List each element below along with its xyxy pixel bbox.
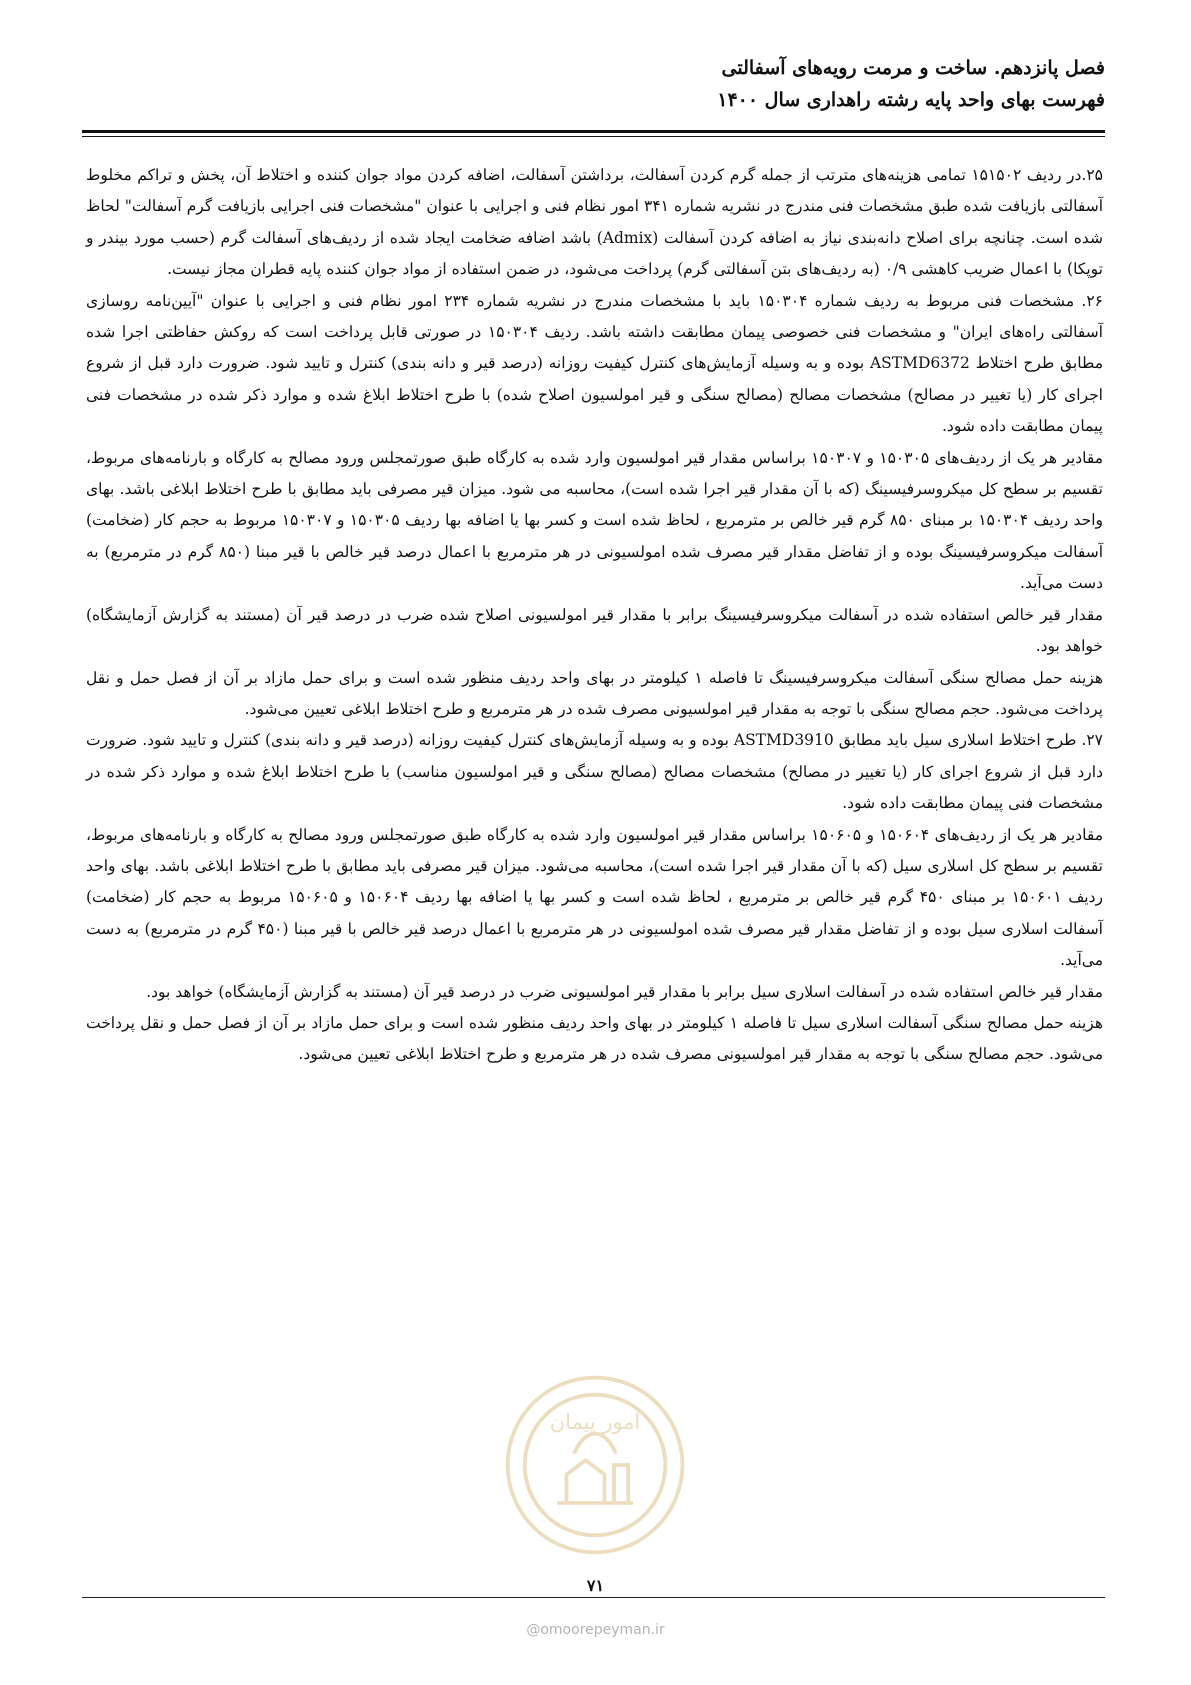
paragraph-item-25: ۲۵.در ردیف ۱۵۱۵۰۲ تمامی هزینه‌های مترتب از جمله گرم کردن آسفالت، برداشتن آسفالت، اضافه کردن مواد جوان کننده و اختلاط آن، پخش و تراکم مخلوط آسفالتی بازیافت شده طبق مشخصات فنی مندرج در نشریه شماره ۳۴۱ امور نظام فنی و اجرایی با عنوان "مشخصات فنی اجرایی بازیافت گرم آسفالت" لحاظ شده است. چنانچه برای اصلاح دانه‌بندی نیاز به اضافه کردن آسفالت (Admix) باشد اضافه ضخامت ایجاد شده از ردیف‌های آسفالت گرم (حسب مورد بیندر و توپکا) با اعمال ضریب کاهشی ۰/۹ (به ردیف‌های بتن آسفالتی گرم) پرداخت می‌شود، در ضمن استفاده از مواد جوان کننده پایه قطران مجاز نیست.	[86, 166, 1103, 279]
page-number: ۷۱	[586, 1576, 605, 1595]
paragraph-slurry-seal-pure-bitumen: مقدار قیر خالص استفاده شده در آسفالت اسلاری سیل برابر با مقدار قیر امولسیونی ضرب در درصد قیر آن (مستند به گزارش آزمایشگاه) خواهد بود.	[146, 982, 1103, 1001]
page-header	[82, 52, 1105, 116]
document-body	[86, 160, 1103, 1071]
header-rule-thin	[82, 136, 1105, 137]
chapter-title: فصل پانزدهم. ساخت و مرمت رویه‌های آسفالتی	[721, 57, 1105, 79]
price-list-title: فهرست بهای واحد پایه رشته راهداری سال ۱۴۰۰	[717, 89, 1105, 111]
paragraph-microsurfacing-hauling: هزینه حمل مصالح سنگی آسفالت میکروسرفیسینگ تا فاصله ۱ کیلومتر در بهای واحد ردیف منظور شده است و برای حمل مازاد بر آن از فصل حمل و نقل پرداخت می‌شود. حجم مصالح سنگی با توجه به مقدار قیر امولسیونی مصرف شده در هر مترمربع و طرح اختلاط ابلاغی تعیین می‌شود.	[86, 668, 1103, 718]
paragraph-item-26: ۲۶. مشخصات فنی مربوط به ردیف شماره ۱۵۰۳۰۴ باید با مشخصات مندرج در نشریه شماره ۲۳۴ امور نظام فنی و اجرایی با عنوان "آیین‌نامه روسازی آسفالتی راه‌های ایران" و مشخصات فنی خصوصی پیمان مطابقت داشته باشد. ردیف ۱۵۰۳۰۴ در صورتی قابل پرداخت است که روکش حفاظتی اجرا شده مطابق طرح اختلاط ASTMD6372 بوده و به وسیله آزمایش‌های کنترل کیفیت روزانه (درصد قیر و دانه بندی) کنترل و تایید شود. ضرورت دارد قبل از شروع اجرای کار (یا تغییر در مصالح) مشخصات مصالح (مصالح سنگی و قیر امولسیون اصلاح شده) با طرح اختلاط ابلاغ شده و موارد ذکر شده در مشخصات فنی پیمان مطابقت داده شود.	[86, 291, 1103, 436]
website-link[interactable]: @omoorepeyman.ir	[526, 1622, 665, 1638]
paragraph-item-27: ۲۷. طرح اختلاط اسلاری سیل باید مطابق ASTMD3910 بوده و به وسیله آزمایش‌های کنترل کیفیت روزانه (درصد قیر و دانه بندی) کنترل و تایید شود. ضرورت دارد قبل از شروع اجرای کار (یا تغییر در مصالح) مشخصات مصالح (مصالح سنگی و قیر امولسیون مناسب) با طرح اختلاط ابلاغ شده و موارد ذکر شده در مشخصات فنی پیمان مطابقت داده شود.	[86, 731, 1103, 813]
footer-rule	[82, 1597, 1105, 1598]
watermark-seal-text: امور پیمان	[549, 1409, 641, 1434]
watermark-seal-icon	[500, 1370, 690, 1560]
paragraph-slurry-seal-hauling: هزینه حمل مصالح سنگی آسفالت اسلاری سیل تا فاصله ۱ کیلومتر در بهای واحد ردیف منظور شده است و برای حمل مازاد بر آن از فصل حمل و نقل پرداخت می‌شود. حجم مصالح سنگی با توجه به مقدار قیر امولسیونی مصرف شده در هر مترمربع و طرح اختلاط ابلاغی تعیین می‌شود.	[86, 1013, 1103, 1064]
paragraph-slurry-seal-quantities: مقادیر هر یک از ردیف‌های ۱۵۰۶۰۴ و ۱۵۰۶۰۵ براساس مقدار قیر امولسیون وارد شده به کارگاه طبق صورتمجلس ورود مصالح به کارگاه و بارنامه‌های مربوط، تقسیم بر سطح کل اسلاری سیل (که با آن مقدار قیر اجرا شده است)، محاسبه می‌شود. میزان قیر مصرفی باید مطابق با طرح اختلاط ابلاغی باشد. بهای واحد ردیف ۱۵۰۶۰۱ بر مبنای ۴۵۰ گرم قیر خالص بر مترمربع ، لحاظ شده است و کسر بها یا اضافه بها ردیف ۱۵۰۶۰۴ و ۱۵۰۶۰۵ مربوط به حجم کار (ضخامت) آسفالت اسلاری سیل بوده و از تفاضل مقدار قیر مصرف شده امولسیونی در هر مترمربع با اعمال درصد قیر خالص با قیر مبنا (۴۵۰ گرم در مترمربع) به دست می‌آید.	[86, 825, 1103, 970]
paragraph-microsurfacing-quantities: مقادیر هر یک از ردیف‌های ۱۵۰۳۰۵ و ۱۵۰۳۰۷ براساس مقدار قیر امولسیون وارد شده به کارگاه طبق صورتمجلس ورود مصالح به کارگاه و بارنامه‌های مربوط، تقسیم بر سطح کل میکروسرفیسینگ (که با آن مقدار قیر اجرا شده است)، محاسبه می شود. میزان قیر مصرفی باید مطابق با طرح اختلاط ابلاغی باشد. بهای واحد ردیف ۱۵۰۳۰۴ بر مبنای ۸۵۰ گرم قیر خالص بر مترمربع ، لحاظ شده است و کسر بها یا اضافه بها ردیف ۱۵۰۳۰۵ و ۱۵۰۳۰۷ مربوط به حجم کار (ضخامت) آسفالت میکروسرفیسینگ بوده و از تفاضل مقدار قیر مصرف شده امولسیونی در هر مترمربع با اعمال درصد قیر خالص با قیر مبنا (۸۵۰ گرم در مترمربع) به دست می‌آید.	[86, 448, 1104, 593]
paragraph-microsurfacing-pure-bitumen: مقدار قیر خالص استفاده شده در آسفالت میکروسرفیسینگ برابر با مقدار قیر امولسیونی اصلاح شده ضرب در درصد قیر آن (مستند به گزارش آزمایشگاه) خواهد بود.	[86, 605, 1103, 656]
header-rule-thick	[82, 130, 1105, 133]
